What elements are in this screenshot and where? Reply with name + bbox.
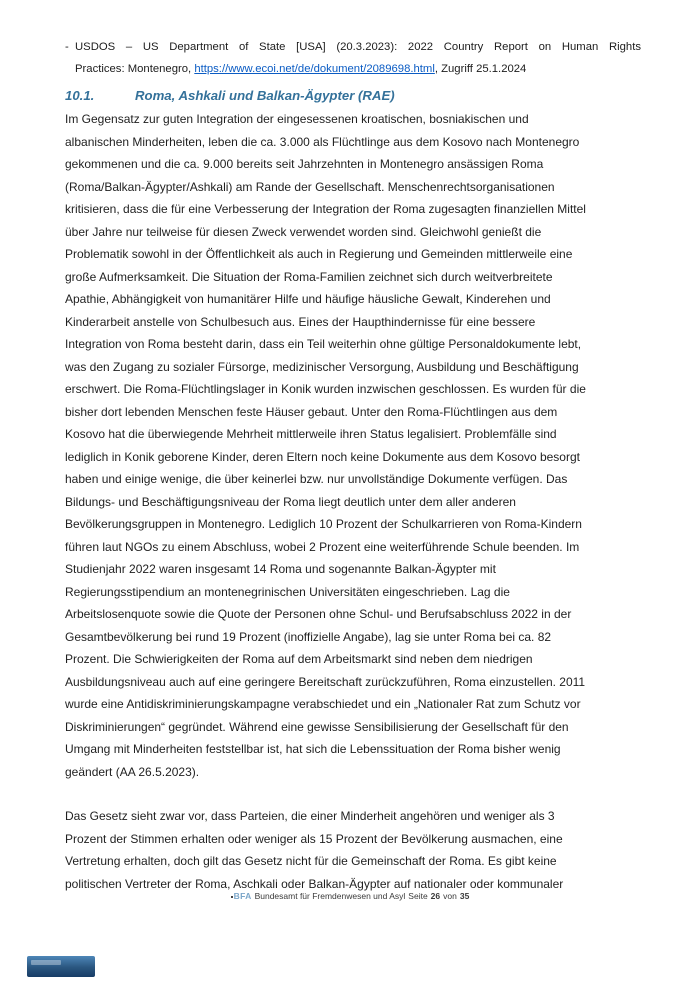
section-number: 10.1. xyxy=(65,88,95,103)
source-citation xyxy=(65,36,641,80)
text-line: Das Gesetz sieht zwar vor, dass Parteien, die einer Minderheit angehören und weniger als 3 xyxy=(65,809,555,823)
text-line: Umgang mit Minderheiten feststellbar ist, hat sich die Lebenssituation der Roma bisher wenig xyxy=(65,742,561,756)
text-line: gekommenen und die ca. 9.000 bereits seit Jahrzehnten in Montenegro ansässigen Roma xyxy=(65,157,544,171)
text-line: geändert (AA 26.5.2023). xyxy=(65,764,200,779)
text-line: Studienjahr 2022 waren insgesamt 14 Roma und sogenannte Balkan-Ägypter mit xyxy=(65,562,496,576)
text-line: führen laut NGOs zu einem Abschluss, wobei 2 Prozent eine weiterführende Schule beenden. Im xyxy=(65,539,580,554)
citation-line-2 xyxy=(75,58,641,80)
citation-text-pre: Practices: Montenegro, xyxy=(75,63,195,75)
text-line: kritisieren, dass die für eine Verbesserung der Integration der Roma zugesagten finanziellen Mittel xyxy=(65,202,586,216)
text-line: Apathie, Abhängigkeit von humanitärer Hilfe und häufige häusliche Gewalt, Kinderehen und xyxy=(65,292,551,306)
footer-of-word: von xyxy=(443,891,457,901)
citation-text-post: , Zugriff 25.1.2024 xyxy=(434,63,527,75)
text-line: Prozent. Die Schwierigkeiten der Roma auf dem Arbeitsmarkt sind neben dem niedrigen xyxy=(65,652,533,666)
text-line: über Jahre nur teilweise für diesen Zweck verwendet worden sind. Gleichwohl genießt die xyxy=(65,224,542,239)
text-line: Diskriminierungen“ gegründet. Während eine gewisse Sensibilisierung der Gesellschaft für den xyxy=(65,719,569,734)
text-line: Vertretung erhalten, doch gilt das Gesetz nicht für die Gemeinschaft der Roma. Es gibt keine xyxy=(65,854,557,868)
text-line: Gesamtbevölkerung bei rund 19 Prozent (inoffizielle Angabe), lag sie unter Roma bei ca. 82 xyxy=(65,629,552,644)
bfa-logo: BFA xyxy=(231,891,252,901)
text-line: (Roma/Balkan-Ägypter/Ashkali) am Rande der Gesellschaft. Menschenrechtsorganisationen xyxy=(65,179,555,194)
text-line: Kinderarbeit anstelle von Schulbesuch aus. Eines der Haupthindernisse für eine bessere xyxy=(65,314,536,329)
text-line: bisher dort lebenden Menschen feste Häuser gebaut. Unter den Roma-Flüchtlingen aus dem xyxy=(65,404,558,419)
text-line: Kosovo hat die überwiegende Mehrheit mittlerweile ihren Status legalisiert. Problemfälle sind xyxy=(65,427,557,441)
text-line: Bildungs- und Beschäftigungsniveau der Roma liegt deutlich unter dem aller anderen xyxy=(65,494,516,509)
text-line: Bevölkerungsgruppen in Montenegro. Lediglich 10 Prozent der Schulkarrieren von Roma-Kindern xyxy=(65,517,582,531)
citation-bullet: - xyxy=(65,41,69,53)
text-line: haben und einige wenige, die über keinerlei bzw. nur unvollständige Dokumente verfügen. Das xyxy=(65,472,568,486)
section-heading xyxy=(65,86,640,106)
text-line: lediglich in Konik geborene Kinder, deren Eltern noch keine Dokumente aus dem Kosovo besorgt xyxy=(65,449,580,464)
text-line: politischen Vertreter der Roma, Aschkali oder Balkan-Ägypter auf nationaler oder kommunaler xyxy=(65,876,564,891)
citation-hyperlink[interactable]: https://www.ecoi.net/de/dokument/2089698.html xyxy=(194,63,435,75)
footer-org-name: Bundesamt für Fremdenwesen und Asyl xyxy=(254,891,406,901)
footer-page-word: Seite xyxy=(408,891,428,901)
decorative-blue-bar xyxy=(27,956,95,977)
text-line: Problematik sowohl in der Öffentlichkeit als auch in Regierung und Gemeinden mittlerweile eine xyxy=(65,247,573,261)
text-line: was den Zugang zu sozialer Fürsorge, medizinischer Versorgung, Ausbildung und Beschäftigung xyxy=(65,359,579,374)
section-title: Roma, Ashkali und Balkan-Ägypter (RAE) xyxy=(135,88,395,103)
footer-page-current: 26 xyxy=(430,891,441,901)
text-line: wurde eine Antidiskriminierungskampagne verabschiedet und ein „Nationaler Rat zum Schutz vor xyxy=(65,697,581,711)
text-line: Regierungsstipendium an montenegrinischen Universitäten eingeschrieben. Lag die xyxy=(65,584,510,599)
citation-line-1: USDOS – US Department of State [USA] (20.3.2023): 2022 Country Report on Human Rights xyxy=(75,41,641,53)
text-line: Im Gegensatz zur guten Integration der eingesessenen kroatischen, bosniakischen und xyxy=(65,112,529,126)
text-line: Ausbildungsniveau auch auf eine geringere Bereitschaft zurückzuführen, Roma einzustellen. 2011 xyxy=(65,674,586,689)
body-paragraph-2 xyxy=(65,805,643,895)
text-line: große Aufmerksamkeit. Die Situation der Roma-Familien zeichnet sich durch weitverbreitete xyxy=(65,269,553,284)
text-line: Integration von Roma besteht darin, dass ein Teil weiterhin ohne gültige Personaldokumente lebt, xyxy=(65,337,582,351)
text-line: erschwert. Die Roma-Flüchtlingslager in Konik wurden inzwischen geschlossen. Es wurden für die xyxy=(65,382,586,396)
page-footer xyxy=(0,891,700,901)
footer-page-total: 35 xyxy=(459,891,470,901)
text-line: albanischen Minderheiten, leben die ca. 3.000 als Flüchtlinge aus dem Kosovo nach Montenegro xyxy=(65,134,580,149)
text-line: Arbeitslosenquote sowie die Quote der Personen ohne Schul- und Berufsabschluss 2022 in der xyxy=(65,607,572,621)
text-line: Prozent der Stimmen erhalten oder weniger als 15 Prozent der Bevölkerung ausmachen, eine xyxy=(65,831,563,846)
blue-bar-highlight xyxy=(31,960,61,965)
body-paragraph-1 xyxy=(65,108,643,783)
